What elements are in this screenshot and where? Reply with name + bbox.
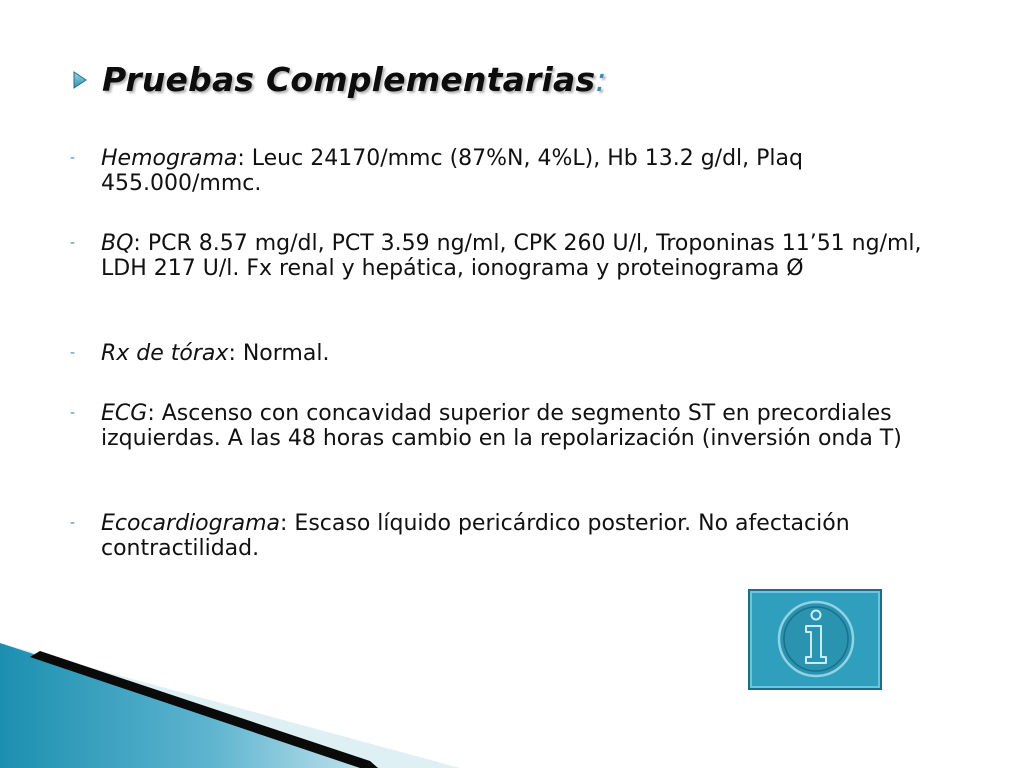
page-title: Pruebas Complementarias: [102,60,607,99]
info-icon [750,591,880,688]
item-text: : PCR 8.57 mg/dl, PCT 3.59 ng/ml, CPK 260 U/l, Troponinas 11’51 ng/ml, LDH 217 U/l. Fx renal y hepática, ionograma y proteinograma Ø [101,231,922,281]
list-dash: - [70,235,76,251]
item-label: Hemograma [101,146,238,171]
triangle-right-icon [70,70,90,90]
item-label: ECG [101,401,148,426]
item-text: : Escaso líquido pericárdico posterior. No afectación contractilidad. [101,511,850,561]
list-dash: - [70,515,76,531]
title-row [70,60,607,99]
title-colon: : [595,60,607,99]
list-item-hemograma [70,146,970,196]
info-button[interactable] [748,589,882,690]
item-text: : Leuc 24170/mmc (87%N, 4%L), Hb 13.2 g/dl, Plaq 455.000/mmc. [101,146,803,196]
item-text: : Ascenso con concavidad superior de segmento ST en precordiales izquierdas. A las 48 horas cambio en la repolarización (inversión onda T) [101,401,902,451]
item-label: BQ [101,231,134,256]
list-dash: - [70,405,76,421]
item-label: Rx de tórax [101,341,229,366]
list-item-ecg [70,401,970,451]
list-item-rx-torax [70,341,970,366]
corner-decoration [0,643,460,768]
list-dash: - [70,345,76,361]
item-text: : Normal. [228,341,330,366]
list-item-bq [70,231,970,281]
list-dash: - [70,150,76,166]
list-item-ecocardiograma [70,511,970,561]
item-label: Ecocardiograma [101,511,281,536]
